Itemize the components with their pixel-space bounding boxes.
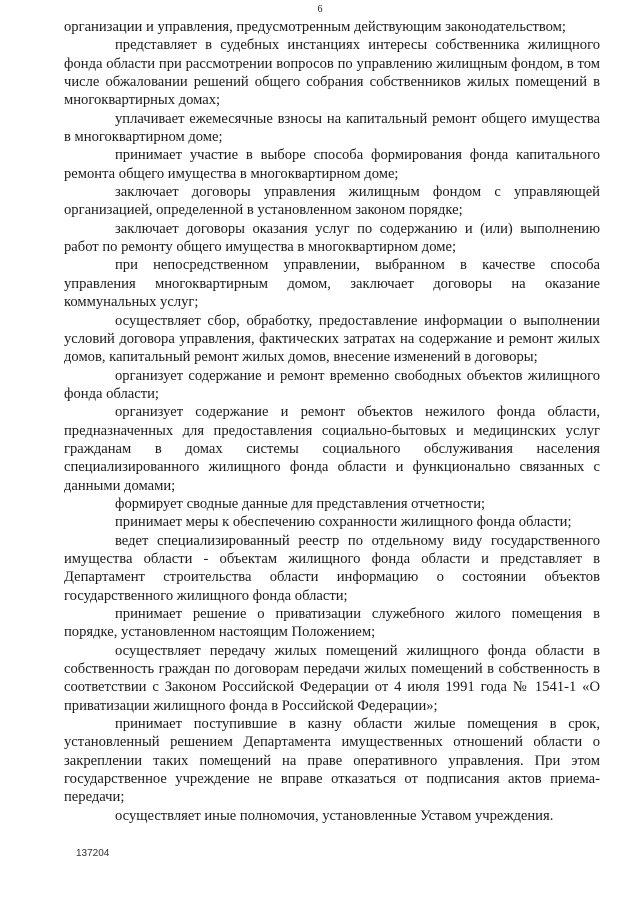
paragraph: осуществляет передачу жилых помещений жилищного фонда области в собственность граждан по договорам передачи жилых помещений в собственность в соответствии с Законом Российской Федерации от 4 июля 1991 года № 1541-1 «О приватизации жилищного фонда в Российской Федерации»; [64, 642, 600, 714]
paragraph: при непосредственном управлении, выбранном в качестве способа управления многоквартирным домом, заключает договоры на оказание коммунальных услуг; [64, 257, 600, 311]
paragraph: представляет в судебных инстанциях интересы собственника жилищного фонда области при рассмотрении вопросов по управлению жилищным фондом, в том числе обжаловании решений общего собрания собственников жилых помещений в многоквартирных домах; [64, 37, 600, 109]
paragraph: заключает договоры управления жилищным фондом с управляющей организацией, определенной в установленном законом порядке; [64, 184, 600, 219]
paragraph: осуществляет сбор, обработку, предоставление информации о выполнении условий договора управления, фактических затратах на содержание и ремонт жилых домов, капитальный ремонт жилых домов, внесение изменений в договоры; [64, 312, 600, 366]
paragraph: осуществляет иные полномочия, установленные Уставом учреждения. [115, 807, 554, 824]
paragraph: ведет специализированный реестр по отдельному виду государственного имущества области - объектам жилищного фонда области и представляет в Департамент строительства области информацию о состоянии объектов государственного жилищного фонда области; [64, 532, 600, 604]
paragraph: организует содержание и ремонт временно свободных объектов жилищного фонда области; [64, 367, 600, 402]
paragraph: принимает меры к обеспечению сохранности жилищного фонда области; [115, 514, 572, 531]
paragraph: принимает решение о приватизации служебного жилого помещения в порядке, установленном настоящим Положением; [64, 606, 600, 641]
paragraph: уплачивает ежемесячные взносы на капитальный ремонт общего имущества в многоквартирном доме; [64, 110, 600, 146]
document-body [64, 18, 600, 825]
paragraph: организует содержание и ремонт объектов нежилого фонда области, предназначенных для предоставления социально-бытовых и медицинских услуг гражданам в домах системы социального обслуживания населения специализированного жилищного фонда области и функционально связанных с данными домами; [64, 404, 600, 494]
paragraph: формирует сводные данные для представления отчетности; [115, 495, 486, 512]
paragraph: принимает поступившие в казну области жилые помещения в срок, установленный решением Департамента имущественных отношений области о закреплении таких помещений на праве оперативного управления. При этом государственное учреждение не вправе отказаться от подписания актов приема-передачи; [64, 716, 600, 806]
paragraph: организации и управления, предусмотренным действующим законодательством; [64, 19, 566, 35]
page-number: 6 [317, 4, 323, 15]
document-code: 137204 [76, 848, 110, 859]
paragraph: принимает участие в выборе способа формирования фонда капитального ремонта общего имущества в многоквартирном доме; [64, 147, 600, 182]
paragraph: заключает договоры оказания услуг по содержанию и (или) выполнению работ по ремонту общего имущества в многоквартирном доме; [64, 220, 600, 256]
